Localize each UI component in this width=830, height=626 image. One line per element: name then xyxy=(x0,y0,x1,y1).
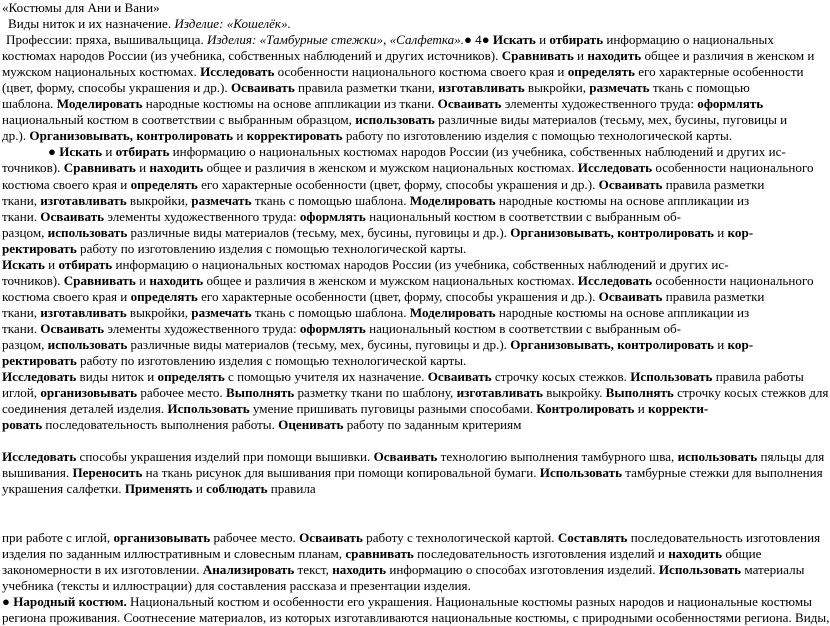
text-run: изделия по заданным иллюстративным и словесным планам, xyxy=(2,545,346,561)
text-run: и xyxy=(535,32,550,48)
bold-term: Анализировать xyxy=(202,561,295,577)
text-run: ткань с помощью шаблона. xyxy=(251,304,410,320)
bold-term: ректировать xyxy=(2,353,77,369)
text-run: и xyxy=(233,128,247,144)
text-run: точников). xyxy=(2,160,64,176)
text-line xyxy=(2,305,810,321)
text-line xyxy=(2,289,810,305)
text-line xyxy=(2,112,810,128)
text-run: Национальный костюм и особенности его украшения. Национальные костюмы разных народов и национальные костюмы xyxy=(126,593,812,609)
text-run: ● xyxy=(48,144,60,160)
bold-term: Народный костюм. xyxy=(13,593,127,609)
text-run: национальный костюм в соответствии с выбранным об- xyxy=(365,208,682,224)
text-line xyxy=(2,401,810,417)
text-line xyxy=(2,241,810,257)
text-run: строчку косых стежков для xyxy=(673,385,829,401)
text-run: и xyxy=(634,401,649,417)
text-run: правила разметки ткани, xyxy=(294,80,439,96)
text-run: и xyxy=(192,481,207,497)
text-run: Профессии: пряха, вышивальщица. xyxy=(6,32,207,48)
text-run: элементы художественного труда: xyxy=(104,320,300,336)
text-run: и xyxy=(102,144,116,160)
bold-term: Оценивать xyxy=(278,417,344,433)
bold-term: Моделировать xyxy=(409,192,496,208)
text-run: костюма своего края и xyxy=(2,288,131,304)
bold-term: сравнивать xyxy=(345,545,414,561)
bold-term: определять xyxy=(130,176,198,192)
text-run: точников). xyxy=(2,272,64,288)
bold-term: Моделировать xyxy=(409,304,496,320)
bold-term: изготавливать xyxy=(456,385,543,401)
text-run: умение пришивать пуговицы разными способами. xyxy=(249,401,537,417)
bold-term: ровать xyxy=(2,417,43,433)
text-run: выкройку. xyxy=(542,385,606,401)
text-run: при работе с иглой, xyxy=(2,529,114,545)
text-line xyxy=(2,449,825,465)
bold-term: размечать xyxy=(589,80,650,96)
text-run: способы украшения изделий при помощи вышивки. xyxy=(76,449,374,465)
bold-term: Осваивать xyxy=(437,96,502,112)
text-run: общее и различия в женском и мужском национальных костюмах. xyxy=(203,160,578,176)
bold-term: Использовать xyxy=(167,401,250,417)
text-line xyxy=(2,337,810,353)
text-line xyxy=(2,385,829,401)
bold-term: Исследовать xyxy=(2,449,77,465)
text-run: материалы xyxy=(741,561,805,577)
text-run: элементы художественного труда: xyxy=(104,208,300,224)
text-run: рабочее место. xyxy=(137,385,226,401)
text-run: особенности национального xyxy=(652,160,814,176)
bold-term: находить xyxy=(587,48,642,64)
text-run: др.). xyxy=(2,128,30,144)
bold-term: Исследовать xyxy=(2,369,77,385)
bold-term: Исследовать xyxy=(200,64,275,80)
bold-term: соблюдать xyxy=(206,481,268,497)
bold-term: определять xyxy=(567,64,635,80)
text-run: различные виды материалов (тесьму, мех, бусины, пуговицы и др.). xyxy=(127,336,511,352)
text-run: (цвет, форму, способы украшения и др.). xyxy=(2,80,231,96)
text-run: рабочее место. xyxy=(210,529,300,545)
bold-term: использовать xyxy=(47,336,128,352)
text-run: его характерные особенности (цвет, форму, способы украшения и др.). xyxy=(197,288,599,304)
bold-term: отбирать xyxy=(115,144,170,160)
bold-term: использовать xyxy=(47,224,128,240)
bold-term: Сравнивать xyxy=(63,160,136,176)
italic-run: Изделие: «Кошелёк». xyxy=(174,16,291,32)
text-run: правила разметки xyxy=(662,176,765,192)
bold-term: корректи- xyxy=(648,401,709,417)
text-line xyxy=(2,562,810,578)
text-line xyxy=(2,465,823,481)
bold-term: размечать xyxy=(191,304,252,320)
text-line xyxy=(2,193,810,209)
text-run: ткани. xyxy=(2,320,41,336)
bold-term: Осваивать xyxy=(373,449,438,465)
text-run: правила работы xyxy=(712,369,804,385)
text-run: ткань с помощью xyxy=(649,80,750,96)
bold-term: Исследовать xyxy=(577,272,653,288)
bold-term: Составлять xyxy=(557,529,628,545)
text-run: информацию о национальных xyxy=(603,32,774,48)
text-run: иглой, xyxy=(2,385,41,401)
text-run: разцом, xyxy=(2,336,48,352)
text-run: учебника (тексты и иллюстрации) для составления рассказа и презентации изделия. xyxy=(2,577,471,593)
bold-term: отбирать xyxy=(549,32,604,48)
text-run: шаблона. xyxy=(2,96,57,112)
bold-term: определять xyxy=(157,369,225,385)
text-run: региона проживания. Соотнесение материалов, из которых изготавливаются национальные костюмы, с природными особенностями региона. Виды, xyxy=(2,609,830,625)
bold-term: Сравнивать xyxy=(501,48,574,64)
text-run: его характерные особенности xyxy=(634,64,804,80)
text-line xyxy=(2,209,810,225)
text-run: выкройки, xyxy=(126,192,192,208)
bold-term: организовывать xyxy=(113,529,211,545)
text-line xyxy=(2,369,810,385)
text-line xyxy=(2,16,810,32)
text-run: костюмах народов России (из учебника, собственных наблюдений и других источников). xyxy=(2,48,502,64)
bold-term: находить xyxy=(668,545,723,561)
text-run: и xyxy=(713,224,728,240)
bold-term: Выполнять xyxy=(605,385,674,401)
text-run: и xyxy=(713,336,728,352)
text-run: тамбурные стежки для выполнения xyxy=(622,465,823,481)
bold-term: кор- xyxy=(727,224,754,240)
text-run: его характерные особенности (цвет, форму, способы украшения и др.). xyxy=(197,176,599,192)
text-line xyxy=(2,257,810,273)
text-run: ткани, xyxy=(2,304,41,320)
text-run: «Костюмы для Ани и Вани» xyxy=(2,0,160,15)
bold-term: определять xyxy=(130,288,198,304)
bold-term: отбирать xyxy=(58,256,113,272)
text-line xyxy=(2,225,810,241)
bold-term: Переносить xyxy=(72,465,143,481)
text-run: Виды ниток и их назначение. xyxy=(8,16,175,32)
text-run: ● xyxy=(2,593,14,609)
text-run: работу по изготовлению изделия с помощью технологической карты. xyxy=(76,353,467,369)
text-run: вышивания. xyxy=(2,465,73,481)
text-run: и xyxy=(573,48,588,64)
bold-term: кор- xyxy=(727,336,754,352)
text-run: закономерности в их изготовлении. xyxy=(2,561,203,577)
bold-term: Использовать xyxy=(539,465,622,481)
italic-run: Изделия: «Тамбурные стежки», «Салфетка». xyxy=(207,32,464,48)
text-line xyxy=(2,96,810,112)
text-run: костюма своего края и xyxy=(2,176,131,192)
text-run: виды ниток и xyxy=(76,369,158,385)
text-run: информацию о способах изготовления изделий. xyxy=(386,561,659,577)
bold-term: находить xyxy=(149,272,204,288)
text-run: правила xyxy=(267,481,316,497)
text-run: народные костюмы на основе аппликации из xyxy=(495,304,750,320)
text-run: народные костюмы на основе аппликации из ткани. xyxy=(142,96,438,112)
text-line xyxy=(2,144,810,160)
text-run: ● 4● xyxy=(463,32,493,48)
bold-term: использовать xyxy=(355,112,435,128)
bold-term: Организовывать, контролировать xyxy=(510,224,714,240)
text-run: текст, xyxy=(294,561,333,577)
text-run: пяльцы для xyxy=(757,449,825,465)
text-run: и xyxy=(135,160,150,176)
bold-term: Искать xyxy=(492,32,536,48)
bold-term: Осваивать xyxy=(40,208,105,224)
text-run: особенности национального костюма своего края и xyxy=(274,64,568,80)
bold-term: изготавливать xyxy=(40,304,127,320)
text-line xyxy=(2,529,821,546)
bold-term: Выполнять xyxy=(225,385,295,401)
bold-term: находить xyxy=(149,160,204,176)
text-run: ткань с помощью шаблона. xyxy=(251,192,410,208)
text-line xyxy=(2,594,810,610)
text-line xyxy=(2,177,810,193)
text-run: соединения деталей изделия. xyxy=(2,401,168,417)
text-run: с помощью учителя их назначение. xyxy=(224,369,428,385)
bold-term: Использовать xyxy=(630,369,713,385)
bold-term: оформлять xyxy=(299,320,366,336)
text-run: общее и различия в женском и мужском национальных костюмах. xyxy=(203,272,578,288)
bold-term: изготавливать xyxy=(40,192,127,208)
bold-term: Искать xyxy=(59,144,103,160)
bold-term: оформлять xyxy=(697,96,764,112)
text-run: и xyxy=(135,272,150,288)
text-run: разметку ткани по шаблону, xyxy=(294,385,457,401)
text-run: ткани, xyxy=(2,192,41,208)
text-line xyxy=(2,32,810,48)
bold-term: Использовать xyxy=(658,561,742,577)
text-run: информацию о национальных костюмах народов России (из учебника, собственных наблюдений и других ис- xyxy=(112,256,729,272)
text-run: работу по изготовлению изделия с помощью технологической карты. xyxy=(76,240,467,256)
text-run: национальный костюм в соответствии с выбранным об- xyxy=(365,320,682,336)
text-run: разцом, xyxy=(2,224,48,240)
text-run: различные виды материалов (тесьму, мех, бусины, пуговицы и xyxy=(434,112,788,128)
bold-term: Осваивать xyxy=(299,529,363,545)
bold-term: Сравнивать xyxy=(63,272,136,288)
text-run: на ткань рисунок для вышивания при помощи копировальной бумаги. xyxy=(142,465,540,481)
text-run: общие xyxy=(722,545,762,561)
bold-term: Организовывать, контролировать xyxy=(510,336,714,352)
blank-line xyxy=(2,433,810,449)
text-run: информацию о национальных костюмах народов России (из учебника, собственных наблюдений и других ис- xyxy=(169,144,786,160)
text-line xyxy=(2,272,814,289)
bold-term: Осваивать xyxy=(427,369,492,385)
bold-term: ректировать xyxy=(2,240,77,256)
bold-term: Контролировать xyxy=(536,401,635,417)
bold-term: Осваивать xyxy=(40,320,105,336)
text-run: элементы художественного труда: xyxy=(501,96,698,112)
text-run: последовательность изготовления xyxy=(627,529,821,545)
text-run: национальный костюм в соответствии с выбранным образцом, xyxy=(2,112,356,128)
bold-term: изготавливать xyxy=(438,80,525,96)
text-run: общее и различия в женском и xyxy=(641,48,815,64)
text-run: и xyxy=(44,256,59,272)
bold-term: Осваивать xyxy=(598,288,663,304)
text-run: украшения салфетки. xyxy=(2,481,125,497)
bold-term: Моделировать xyxy=(56,96,143,112)
bold-term: оформлять xyxy=(299,208,366,224)
text-run: правила разметки xyxy=(662,288,765,304)
text-line xyxy=(2,481,810,497)
blank-line xyxy=(2,497,810,513)
text-run: работу по изготовлению изделия с помощью технологической карты. xyxy=(342,128,733,144)
bold-term: размечать xyxy=(191,192,252,208)
text-line xyxy=(2,48,815,64)
bold-term: Искать xyxy=(2,256,45,272)
text-run: работу по заданным критериям xyxy=(343,417,522,433)
bold-term: Осваивать xyxy=(230,80,295,96)
text-line xyxy=(2,417,810,433)
text-line xyxy=(2,160,814,176)
bold-term: организовывать xyxy=(40,385,138,401)
text-line xyxy=(2,80,810,96)
blank-line xyxy=(2,514,810,530)
bold-term: корректировать xyxy=(246,128,343,144)
text-line xyxy=(2,0,810,16)
text-line xyxy=(2,353,810,369)
bold-term: Применять xyxy=(124,481,193,497)
text-line xyxy=(2,609,830,626)
text-line xyxy=(2,64,810,80)
text-run: народные костюмы на основе аппликации из xyxy=(495,192,750,208)
bold-term: Исследовать xyxy=(577,160,653,176)
text-run: мужском национальных костюмах. xyxy=(2,64,201,80)
text-run: различные виды материалов (тесьму, мех, бусины, пуговицы и др.). xyxy=(127,224,511,240)
bold-term: использовать xyxy=(677,449,758,465)
text-run: строчку косых стежков. xyxy=(491,369,631,385)
text-line xyxy=(2,578,810,594)
text-line xyxy=(2,128,810,144)
text-run: последовательность изготовления изделий и xyxy=(413,545,669,561)
text-run: ткани. xyxy=(2,208,41,224)
text-run: последовательность выполнения работы. xyxy=(42,417,279,433)
bold-term: Осваивать xyxy=(598,176,663,192)
bold-term: находить xyxy=(332,561,387,577)
text-line xyxy=(2,546,810,562)
text-run: выкройки, xyxy=(126,304,192,320)
text-run: работу с технологической картой. xyxy=(362,529,558,545)
text-line xyxy=(2,321,810,337)
text-run: особенности национального xyxy=(652,272,814,288)
bold-term: Организовывать, контролировать xyxy=(29,128,234,144)
text-run: выкройки, xyxy=(524,80,590,96)
text-run: технологию выполнения тамбурного шва, xyxy=(437,449,678,465)
